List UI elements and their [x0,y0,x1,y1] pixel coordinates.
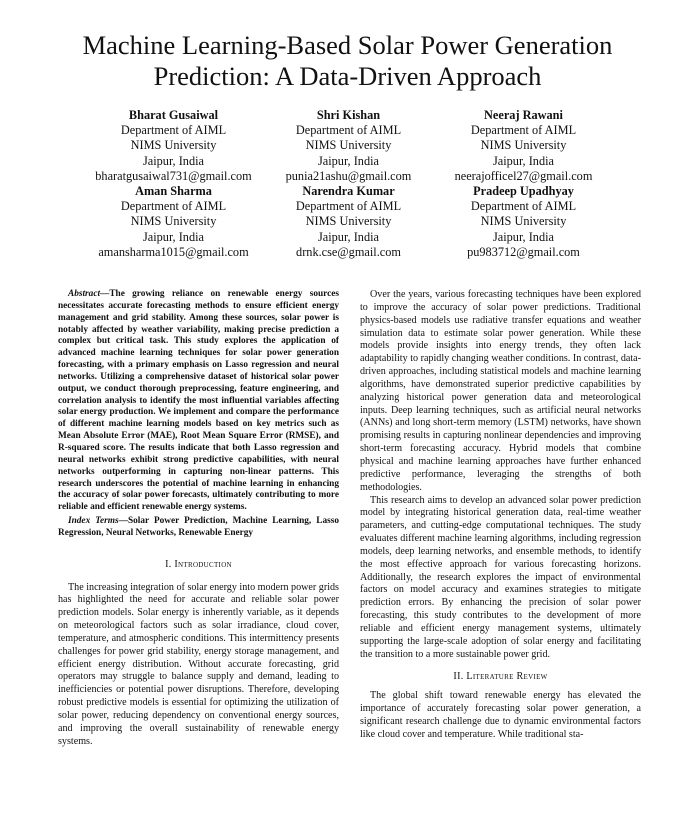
paper-title: Machine Learning-Based Solar Power Generation Prediction: A Data-Driven Approach [82,30,613,91]
author-name: Pradeep Upadhyay [473,184,574,199]
abstract-text: —The growing reliance on renewable energy sources necessitates accurate forecasting methods to ensure efficient energy management and grid stability. Among these sources, solar power is notably affected by weather variability, making precise prediction a complex but critical task. This study explores the application of advanced machine learning techniques for solar power generation forecasting, with a primary emphasis on Lasso regression and neural networks. Utilizing a comprehensive dataset of historical solar power output, we conduct thorough preprocessing, feature engineering, and correlation analysis to identify the most influential variables affecting solar energy production. We implement and compare the performance of different machine learning models based on key metrics such as Mean Absolute Error (MAE), Root Mean Square Error (RMSE), and R-squared score. The results indicate that both Lasso regression and neural networks exhibit strong predictive capabilities, with neural networks outperforming in capturing non-linear patterns. This research underscores the potential of machine learning in enhancing the accuracy of solar power forecasts, ultimately contributing to more reliable and efficient renewable energy systems. [58,289,339,513]
paragraph: Over the years, various forecasting techniques have been explored to improve the accuracy of solar power predictions. Traditional physics-based models use radiative transfer equations and weather simulation data to estimate solar power generation. While these models provide insights into energy trends, they often lack adaptability to rapidly changing weather conditions. In contrast, data-driven approaches, including statistical models and machine learning algorithms, have demonstrated superior predictive capabilities by analyzing historical power generation data and meteorological inputs. Deep learning techniques, such as artificial neural networks (ANNs) and long short-term memory (LSTM) networks, have shown promising results in capturing nonlinear dependencies and improving short-term forecasting accuracy. Hybrid models that combine physical and machine learning approaches have further enhanced predictive performance, leveraging the strengths of both methodologies. [360,289,641,493]
section-heading-literature-review: II. Literature Review [453,671,548,683]
author-email: punia21ashu@gmail.com [285,168,412,183]
author-block [86,108,593,260]
author-university: NIMS University [480,138,567,153]
author-university: NIMS University [480,214,567,229]
author-department: Department of AIML [120,123,227,138]
index-terms [58,516,339,540]
right-column [360,289,641,742]
abstract [58,289,339,514]
author-city: Jaipur, India [318,229,379,244]
author-email: pu983712@gmail.com [467,244,580,259]
author-card [261,184,436,260]
author-department: Department of AIML [470,199,577,214]
author-city: Jaipur, India [318,153,379,168]
index-terms-label: Index Terms [68,516,119,527]
author-department: Department of AIML [295,199,402,214]
paragraph: The global shift toward renewable energy has elevated the importance of accurately forecasting solar power generation, a significant research challenge due to dynamic environmental factors like cloud cover and temperature. While traditional sta- [360,690,641,740]
author-email: amansharma1015@gmail.com [98,244,249,259]
author-name: Bharat Gusaiwal [128,108,219,122]
paragraph: This research aims to develop an advanced solar power prediction model by integrating historical generation data, real-time weather parameters, and cutting-edge computational techniques. The study evaluates different machine learning algorithms, including regression models, deep learning networks, and ensemble methods, to identify the most effective approach for various forecasting horizons. Additionally, the research explores the impact of environmental factors on model accuracy and examines strategies to mitigate prediction errors. By enhancing the precision of solar power forecasting, this study contributes to the development of more reliable and efficient energy management systems, ultimately supporting the large-scale adoption of solar energy and facilitating the transition to a more sustainable power grid. [360,494,641,660]
author-card [261,108,436,184]
author-email: neerajofficel27@gmail.com [454,168,593,183]
author-department: Department of AIML [470,123,577,138]
author-name: Neeraj Rawani [484,108,563,122]
author-city: Jaipur, India [143,229,204,244]
author-name: Narendra Kumar [302,184,395,199]
author-city: Jaipur, India [493,153,554,168]
author-university: NIMS University [305,138,392,153]
author-city: Jaipur, India [493,229,554,244]
author-card [436,184,611,260]
author-email: drnk.cse@gmail.com [296,244,401,259]
author-name: Aman Sharma [135,184,212,199]
author-department: Department of AIML [295,123,402,138]
author-university: NIMS University [305,214,392,229]
abstract-label: Abstract [68,289,101,299]
author-card [86,108,261,184]
author-university: NIMS University [130,214,217,229]
author-city: Jaipur, India [143,153,204,168]
author-card [436,108,611,184]
author-email: bharatgusaiwal731@gmail.com [95,168,252,183]
author-university: NIMS University [130,138,217,153]
author-name: Shri Kishan [316,108,381,122]
paragraph: The increasing integration of solar energy into modern power grids has highlighted the need for accurate and reliable solar power prediction models. Solar energy is inherently variable, as it depends on meteorological factors such as solar irradiance, cloud cover, temperature, and atmospheric conditions. This intermittency presents challenges for power grid stability, energy storage management, and efficient energy distribution. Without accurate forecasting, grid operators may struggle to balance supply and demand, leading to inefficiencies or potential power disruptions. Therefore, developing robust predictive models is essential for optimizing the utilization of solar power, reducing dependency on conventional energy sources, and improving the overall sustainability of renewable energy systems. [58,581,339,747]
author-department: Department of AIML [120,199,227,214]
author-card [86,184,261,260]
section-heading-introduction: I. Introduction [165,558,232,570]
index-terms-text: —Solar Power Prediction, Machine Learning, Lasso Regression, Neural Networks, Renewable Energy [58,516,339,538]
left-column [58,289,339,749]
